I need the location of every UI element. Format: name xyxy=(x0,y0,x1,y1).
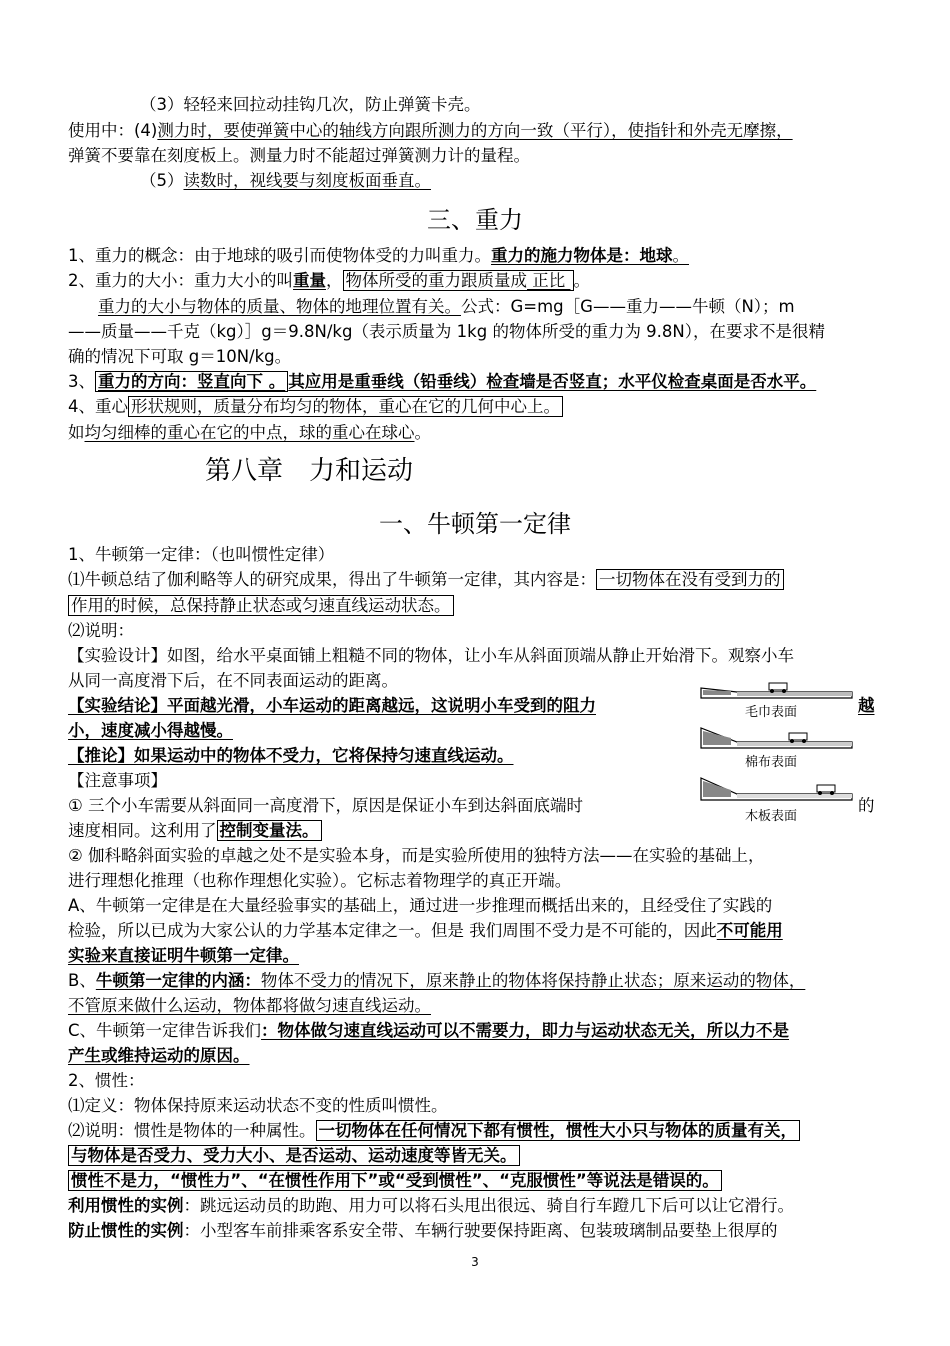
text: 牛顿第一定律的内涵： xyxy=(95,971,261,990)
text: ② 伽科略斜面实验的卓越之处不是实验本身，而是实验所使用的独特方法——在实验的基础上， xyxy=(68,846,765,865)
text: （5） xyxy=(140,171,184,190)
text: 不管原来做什么运动，物体都将做匀速直线运动。 xyxy=(68,996,431,1015)
text: 公式：G=mg［G——重力——牛顿（N）；m xyxy=(461,297,795,316)
text-line xyxy=(68,1168,894,1194)
caption-wood: 木板表面 xyxy=(745,809,798,824)
text-line xyxy=(68,993,894,1019)
text: 利用惯性的实例 xyxy=(68,1196,184,1215)
text-line xyxy=(68,918,894,944)
section-heading-gravity: 三、重力 xyxy=(427,206,523,234)
text: 测力时，要使弹簧中心的轴线方向跟所测力的方向一致（平行），使指针和外壳无摩擦， xyxy=(157,121,793,140)
text: C、牛顿第一定律告诉我们 xyxy=(68,1021,262,1040)
text: ⑴牛顿总结了伽利略等人的研究成果，得出了牛顿第一定律，其内容是： xyxy=(68,570,596,589)
cotton-surface-setup xyxy=(701,728,852,770)
text-line xyxy=(68,1093,894,1119)
text: 小，速度减小得越慢。 xyxy=(68,721,233,740)
text: 物体不受力的情况下，原来静止的物体将保持静止状态；原来运动的物体， xyxy=(260,971,806,990)
text: 。 xyxy=(573,271,590,290)
text-line xyxy=(68,1118,894,1144)
boxed-text xyxy=(343,270,574,291)
text: 1、重力的概念：由于地球的吸引而使物体受的力叫重力。 xyxy=(68,246,491,265)
text-line xyxy=(68,118,894,144)
text: 重力的施力物体是：地球 xyxy=(491,246,673,265)
text-line xyxy=(140,92,950,118)
boxed-text: 一切物体在任何情况下都有惯性，惯性大小只与物体的质量有关， xyxy=(316,1120,801,1141)
text: 进行理想化推理（也称作理想化实验）。它标志着物理学的真正开端。 xyxy=(68,871,572,890)
text-line xyxy=(68,893,894,919)
text: 【注意事项】 xyxy=(68,771,167,790)
text: 【实验结论】平面越光滑，小车运动的距离越远，这说明小车受到的阻力 xyxy=(68,696,596,715)
text-line xyxy=(68,843,894,869)
text-line xyxy=(68,943,894,969)
text-line xyxy=(68,394,894,420)
text: B、 xyxy=(68,971,96,990)
text: 从同一高度滑下后，在不同表面运动的距离。 xyxy=(68,671,398,690)
text-line xyxy=(68,542,894,568)
text: 确的情况下可取 g＝10N/kg。 xyxy=(68,347,292,366)
text: 不可能用 xyxy=(716,921,783,940)
text-line xyxy=(140,168,950,194)
text: ——质量——千克（kg）］g＝9.8N/kg（表示质量为 1kg 的物体所受的重力为 9.8N），在要求不是很精 xyxy=(68,322,826,341)
text: 2、惯性： xyxy=(68,1071,145,1090)
text: 实验来直接证明牛顿第一定律。 xyxy=(68,946,299,965)
text: 检验，所以已成为大家公认的力学基本定律之一。但是 我们周围不受力是不可能的，因此 xyxy=(68,921,717,940)
wood-surface-setup xyxy=(701,778,852,824)
text-line xyxy=(68,593,894,619)
boxed-text: 控制变量法。 xyxy=(217,820,322,841)
text: 2、重力的大小：重力大小的叫 xyxy=(68,271,293,290)
text-line xyxy=(68,1143,894,1169)
text-line xyxy=(68,1193,894,1219)
boxed-text: 惯性不是力，“惯性力”、“在惯性作用下”或“受到惯性”、“克服惯性”等说法是错误的。 xyxy=(68,1170,722,1191)
text: 重力的大小与物体的质量、物体的地理位置有关。 xyxy=(98,297,461,316)
boxed-text: 一切物体在没有受到力的 xyxy=(596,569,784,590)
text: 弹簧不要靠在刻度板上。测量力时不能超过弹簧测力计的量程。 xyxy=(68,146,530,165)
text: ⑵说明：惯性是物体的一种属性。 xyxy=(68,1121,316,1140)
text: ：小型客车前排乘客系安全带、车辆行驶要保持距离、包装玻璃制品要垫上很厚的 xyxy=(183,1221,778,1240)
section-heading-newton: 一、牛顿第一定律 xyxy=(379,510,571,538)
text-line xyxy=(68,1068,894,1094)
text-line xyxy=(68,268,894,294)
page-number: 3 xyxy=(471,1255,479,1269)
text: ⑵说明： xyxy=(68,621,134,640)
chapter-heading: 第八章 力和运动 xyxy=(205,456,414,486)
text: 。 xyxy=(672,246,689,265)
caption-cotton: 棉布表面 xyxy=(745,755,798,770)
text-line xyxy=(68,1218,894,1244)
text: 均匀细棒的重心在它的中点，球的重心在球心 xyxy=(84,423,415,442)
text: 3、 xyxy=(68,372,95,391)
text-line xyxy=(68,643,894,669)
incline-experiment-figure xyxy=(697,668,857,828)
text-line xyxy=(68,143,894,169)
text-line xyxy=(68,968,894,994)
text: ：跳远运动员的助跑、用力可以将石头甩出很远、骑自行车蹬几下后可以让它滑行。 xyxy=(183,1196,794,1215)
text: 的 xyxy=(858,796,875,815)
boxed-text: 形状规则，质量分布均匀的物体，重心在它的几何中心上。 xyxy=(128,396,563,417)
text-line xyxy=(98,294,924,320)
text-line xyxy=(68,420,894,446)
text-line xyxy=(68,1018,894,1044)
text: 4、重心 xyxy=(68,397,128,416)
text: ：物体做匀速直线运动可以不需要力，即力与运动状态无关，所以力不是 xyxy=(261,1021,790,1040)
text: 。 xyxy=(414,423,431,442)
text: 产生或维持运动的原因。 xyxy=(68,1046,250,1065)
text-line xyxy=(68,344,894,370)
text: ⑴定义：物体保持原来运动状态不变的性质叫惯性。 xyxy=(68,1096,448,1115)
boxed-text: 重力的方向：竖直向下 。 xyxy=(95,371,288,392)
text: 速度相同。这利用了 xyxy=(68,821,217,840)
text: 重量 xyxy=(293,271,326,290)
text-line xyxy=(68,243,894,269)
caption-towel: 毛巾表面 xyxy=(745,705,798,720)
boxed-text: 作用的时候，总保持静止状态或匀速直线运动状态。 xyxy=(68,595,454,616)
text: （3）轻轻来回拉动挂钩几次，防止弹簧卡壳。 xyxy=(140,95,481,114)
text: ① 三个小车需要从斜面同一高度滑下，原因是保证小车到达斜面底端时 xyxy=(68,796,584,815)
text-line xyxy=(68,319,894,345)
text: 其应用是重垂线（铅垂线）检查墙是否竖直；水平仪检查桌面是否水平。 xyxy=(288,372,817,391)
text: 使用中：(4) xyxy=(68,121,158,140)
text: 如 xyxy=(68,423,85,442)
text: ， xyxy=(326,271,343,290)
boxed-text: 与物体是否受力、受力大小、是否运动、运动速度等皆无关。 xyxy=(68,1145,520,1166)
text: 读数时，视线要与刻度板面垂直。 xyxy=(183,171,431,190)
text: 物体所受的重力跟质量成 xyxy=(345,271,527,290)
text-line xyxy=(68,369,894,395)
text: A、牛顿第一定律是在大量经验事实的基础上，通过进一步推理而概括出来的，且经受住了实践的 xyxy=(68,896,773,915)
text: 1、牛顿第一定律：（也叫惯性定律） xyxy=(68,545,335,564)
text-line xyxy=(68,1043,894,1069)
towel-surface-setup xyxy=(701,683,852,720)
text: 【实验设计】如图，给水平桌面铺上粗糙不同的物体，让小车从斜面顶端从静止开始滑下。观察小车 xyxy=(68,646,794,665)
text-line xyxy=(68,618,894,644)
text: 【推论】如果运动中的物体不受力，它将保持匀速直线运动。 xyxy=(68,746,514,765)
text: 正比 xyxy=(527,271,571,290)
text: 越 xyxy=(858,696,875,715)
text-line xyxy=(68,868,894,894)
text-line xyxy=(68,567,894,593)
text: 防止惯性的实例 xyxy=(68,1221,184,1240)
